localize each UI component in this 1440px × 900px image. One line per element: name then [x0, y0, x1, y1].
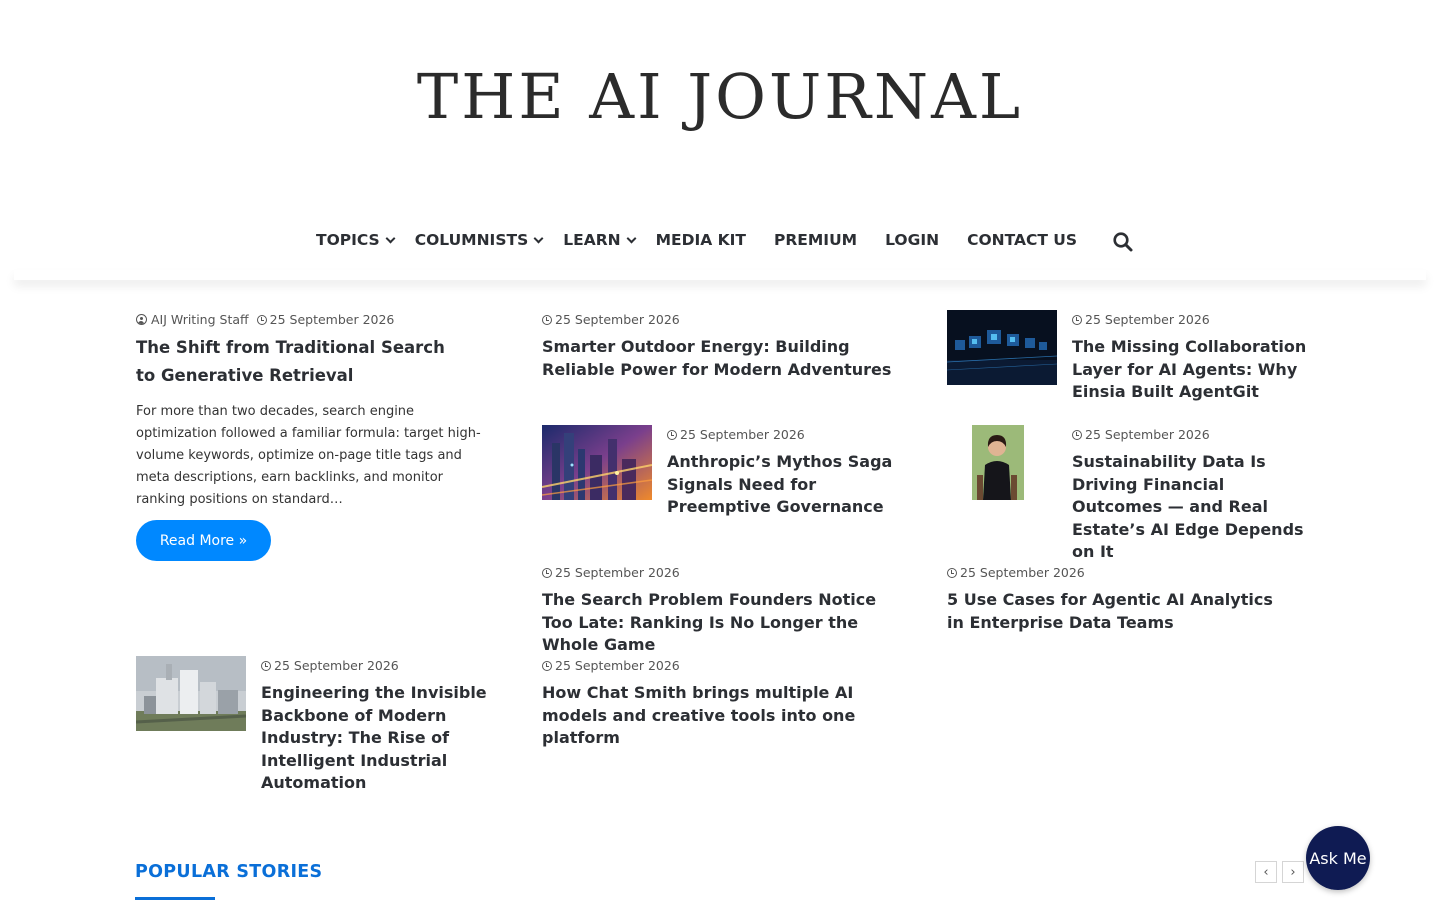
list-item: [261, 658, 491, 795]
nav-item-topics[interactable]: [316, 231, 394, 249]
person-portrait-image: [947, 425, 1057, 500]
post-meta: [261, 658, 491, 673]
post-meta: [542, 658, 897, 673]
post-thumbnail[interactable]: [542, 425, 652, 500]
search-icon: [1112, 231, 1134, 253]
nav-item-columnists[interactable]: [415, 231, 543, 249]
post-title[interactable]: Engineering the Invisible Backbone of Modern Industry: The Rise of Intelligent Industrial Automation: [261, 683, 487, 792]
post-date: 25 September 2026: [555, 658, 680, 673]
read-more-button[interactable]: Read More »: [136, 520, 271, 561]
post-date: 25 September 2026: [555, 565, 680, 580]
clock-icon: [667, 430, 677, 440]
chevron-down-icon: [626, 234, 636, 244]
list-item: [947, 565, 1287, 634]
ask-me-chat-button[interactable]: Ask Me: [1306, 826, 1370, 890]
post-meta: [667, 427, 902, 442]
city-night-image: [542, 425, 652, 500]
post-title[interactable]: The Search Problem Founders Notice Too Late: Ranking Is No Longer the Whole Game: [542, 590, 877, 654]
clock-icon: [1072, 315, 1082, 325]
clock-icon: [947, 568, 957, 578]
nav-item-contact-us[interactable]: CONTACT US: [967, 231, 1078, 249]
post-date: 25 September 2026: [1085, 427, 1210, 442]
post-thumbnail[interactable]: [947, 425, 1057, 500]
slider-prev-button[interactable]: ‹: [1255, 861, 1277, 883]
nav-item-learn[interactable]: [563, 231, 634, 249]
header-shadow: [14, 270, 1426, 280]
list-item: [542, 565, 902, 657]
popular-stories-heading: POPULAR STORIES: [135, 862, 323, 882]
main-nav: [316, 228, 1105, 252]
clock-icon: [542, 315, 552, 325]
list-item: [667, 427, 902, 519]
clock-icon: [1072, 430, 1082, 440]
post-title[interactable]: Anthropic’s Mythos Saga Signals Need for Preemptive Governance: [667, 452, 893, 516]
chevron-down-icon: [534, 234, 544, 244]
list-item: [542, 658, 897, 750]
post-meta: [542, 565, 902, 580]
user-icon: [136, 314, 147, 325]
nav-item-premium[interactable]: PREMIUM: [774, 231, 858, 249]
post-date: 25 September 2026: [960, 565, 1085, 580]
chevron-down-icon: [385, 234, 395, 244]
nav-item-label: LEARN: [563, 231, 621, 249]
site-header: [0, 0, 1440, 280]
nav-item-media-kit[interactable]: MEDIA KIT: [655, 231, 746, 249]
post-meta: [542, 312, 897, 327]
clock-icon: [542, 661, 552, 671]
post-date: 25 September 2026: [269, 312, 395, 327]
nav-item-label: TOPICS: [316, 231, 380, 249]
list-item: [1072, 312, 1307, 404]
post-title[interactable]: The Shift from Traditional Search to Generative Retrieval: [136, 338, 445, 385]
post-meta: [947, 565, 1287, 580]
post-date: 25 September 2026: [274, 658, 399, 673]
post-title[interactable]: Smarter Outdoor Energy: Building Reliable Power for Modern Adventures: [542, 337, 892, 379]
featured-post: [136, 312, 486, 511]
post-thumbnail[interactable]: [947, 310, 1057, 385]
site-logo[interactable]: THE AI JOURNAL: [416, 60, 1024, 133]
nav-item-label: COLUMNISTS: [414, 231, 529, 249]
clock-icon: [542, 568, 552, 578]
post-title[interactable]: 5 Use Cases for Agentic AI Analytics in Enterprise Data Teams: [947, 590, 1273, 632]
slider-next-button[interactable]: ›: [1282, 861, 1304, 883]
post-meta: [1072, 312, 1307, 327]
post-title[interactable]: Sustainability Data Is Driving Financial Outcomes — and Real Estate’s AI Edge Depends on It: [1072, 452, 1304, 561]
industrial-plant-image: [136, 656, 246, 731]
search-button[interactable]: [1112, 231, 1134, 253]
list-item: [1072, 427, 1312, 564]
post-date: 25 September 2026: [555, 312, 680, 327]
clock-icon: [257, 315, 267, 325]
post-meta: [136, 312, 486, 327]
post-title[interactable]: How Chat Smith brings multiple AI models and creative tools into one platform: [542, 683, 856, 747]
list-item: [542, 312, 897, 381]
ai-network-image: [947, 310, 1057, 385]
post-meta: [1072, 427, 1312, 442]
clock-icon: [261, 661, 271, 671]
post-author[interactable]: AIJ Writing Staff: [151, 312, 249, 327]
post-thumbnail[interactable]: [136, 656, 246, 731]
post-date: 25 September 2026: [680, 427, 805, 442]
post-excerpt: For more than two decades, search engine optimization followed a familiar formula: target high-volume keywords, optimize on-page title tags and meta descriptions, earn backlinks, and monitor ranking positions on standard…: [136, 404, 481, 507]
post-date: 25 September 2026: [1085, 312, 1210, 327]
nav-item-login[interactable]: LOGIN: [885, 231, 940, 249]
post-title[interactable]: The Missing Collaboration Layer for AI Agents: Why Einsia Built AgentGit: [1072, 337, 1307, 401]
